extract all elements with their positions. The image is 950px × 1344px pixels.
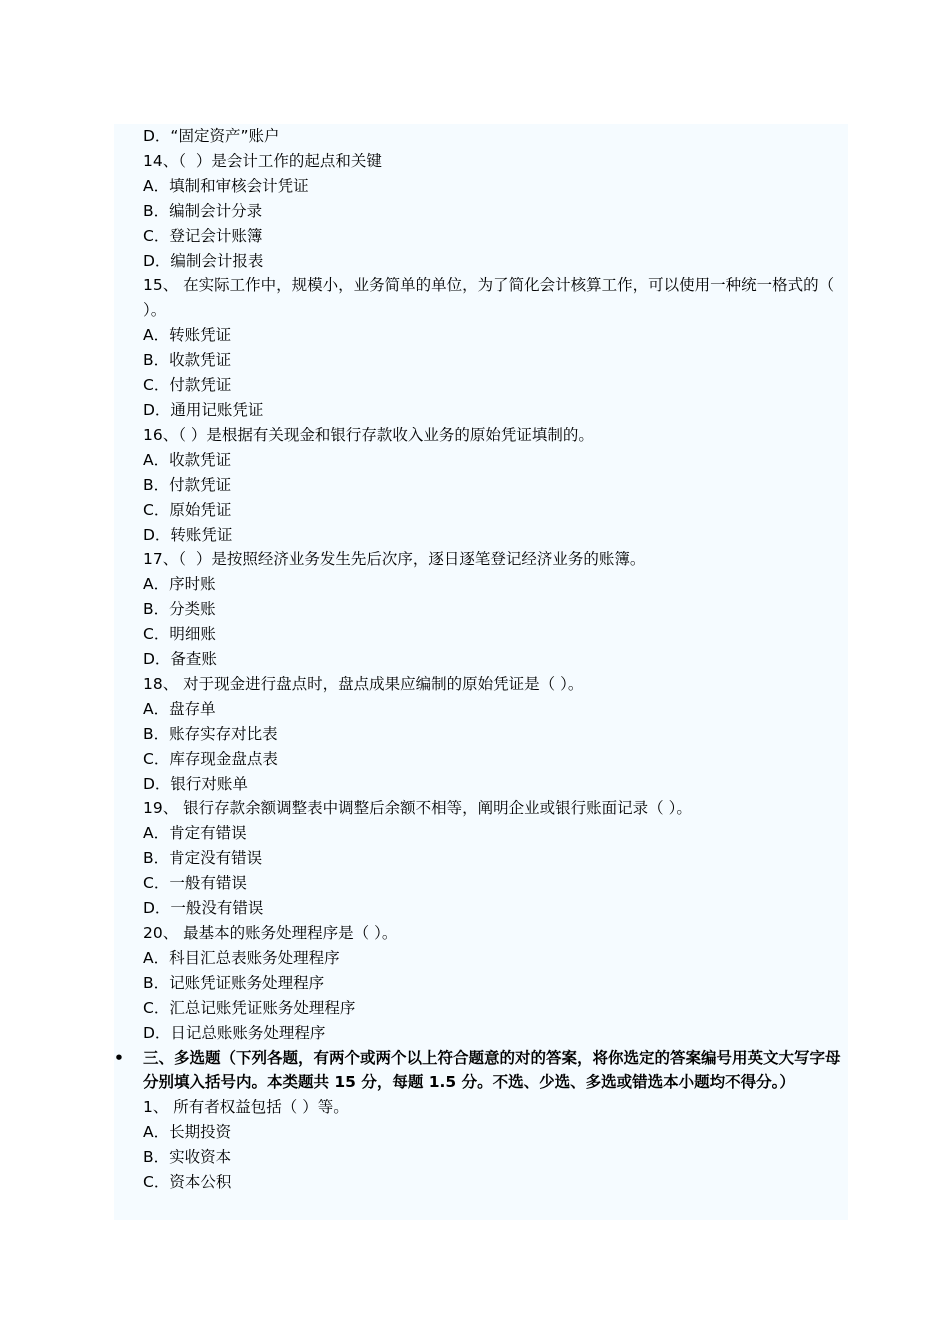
option-line: B．收款凭证	[143, 351, 232, 370]
option-line: B．肯定没有错误	[143, 849, 263, 868]
bullet-icon: •	[114, 1048, 124, 1067]
option-line: B．分类账	[143, 600, 216, 619]
option-line: A．肯定有错误	[143, 824, 247, 843]
question-line: 17、（ ）是按照经济业务发生先后次序，逐日逐笔登记经济业务的账簿。	[143, 550, 646, 569]
question-line: 20、 最基本的账务处理程序是（ ）。	[143, 924, 398, 942]
option-line: D．日记总账账务处理程序	[143, 1023, 326, 1042]
option-line: C．汇总记账凭证账务处理程序	[143, 998, 356, 1017]
option-line: D．编制会计报表	[143, 251, 264, 270]
option-line: C．一般有错误	[143, 874, 247, 893]
option-line: D．通用记账凭证	[143, 400, 264, 419]
option-line: C．原始凭证	[143, 500, 232, 519]
option-line: C．库存现金盘点表	[143, 749, 278, 768]
option-line: D．备查账	[143, 650, 217, 669]
question-line: 15、 在实际工作中，规模小，业务简单的单位，为了简化会计核算工作，可以使用一种统一格式的（ ）。	[143, 276, 845, 320]
option-line: A．填制和审核会计凭证	[143, 176, 309, 195]
option-line: A．长期投资	[143, 1123, 232, 1142]
option-line: D．转账凭证	[143, 525, 233, 544]
option-line: B．账存实存对比表	[143, 724, 278, 743]
question-line: 16、（ ）是根据有关现金和银行存款收入业务的原始凭证填制的。	[143, 425, 594, 444]
question-line: 18、 对于现金进行盘点时，盘点成果应编制的原始凭证是（ ）。	[143, 674, 584, 693]
question-list	[114, 124, 848, 1195]
question-line: 14、（ ）是会计工作的起点和关键	[143, 151, 382, 170]
option-line: C．登记会计账簿	[143, 226, 263, 245]
option-line: A．序时账	[143, 575, 216, 594]
option-line: B．付款凭证	[143, 475, 232, 494]
option-line: A．转账凭证	[143, 326, 232, 345]
section-heading	[114, 1046, 848, 1096]
option-line: A．收款凭证	[143, 450, 232, 469]
option-line: D．银行对账单	[143, 774, 248, 793]
option-line: B．编制会计分录	[143, 201, 263, 220]
option-line: C．付款凭证	[143, 376, 232, 395]
option-line: D．一般没有错误	[143, 899, 264, 918]
option-line: A．盘存单	[143, 699, 216, 718]
section-heading-text: 三、多选题（下列各题，有两个或两个以上符合题意的对的答案，将你选定的答案编号用英文大写字母分别填入括号内。本类题共 15 分，每题 1.5 分。不选、少选、多选或错选本小题均不得分。）	[143, 1048, 841, 1092]
option-line: D．“固定资产”账户	[143, 127, 280, 145]
option-line: A．科目汇总表账务处理程序	[143, 948, 340, 967]
option-line: B．记账凭证账务处理程序	[143, 973, 325, 992]
option-line: C．资本公积	[143, 1173, 232, 1192]
option-line: C．明细账	[143, 625, 216, 644]
question-line: 19、 银行存款余额调整表中调整后余额不相等，阐明企业或银行账面记录（ ）。	[143, 799, 692, 818]
question-line: 1、 所有者权益包括（ ）等。	[143, 1098, 349, 1117]
option-line: B．实收资本	[143, 1148, 232, 1167]
